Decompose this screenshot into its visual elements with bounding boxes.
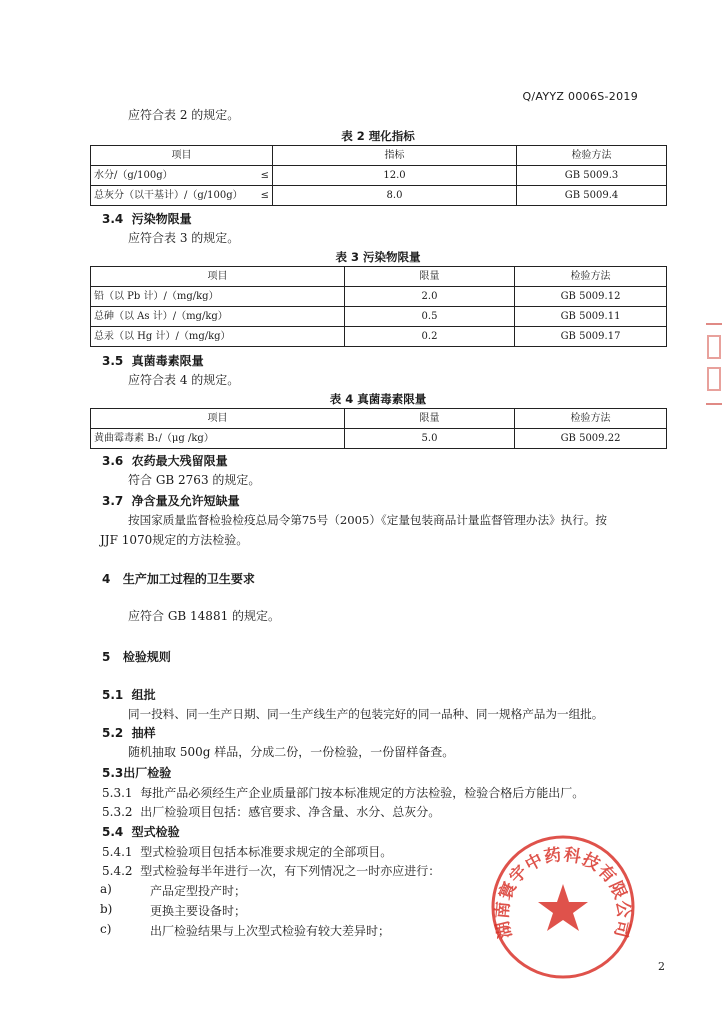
item-cell: 总汞（以 Hg 计）/（mg/kg）: [91, 327, 345, 347]
item-cell: 总砷（以 As 计）/（mg/kg）: [91, 307, 345, 327]
item-text: 型式检验项目包括本标准要求规定的全部项目。: [140, 845, 393, 859]
section-number: 5.2: [102, 726, 124, 740]
section-5-2-heading: [102, 724, 156, 741]
method-cell: GB 5009.17: [515, 327, 667, 347]
item-cell: 黄曲霉毒素 B₁/（μg /kg）: [91, 429, 345, 449]
section-title: 抽样: [131, 726, 156, 740]
section-3-4-heading: [102, 210, 192, 227]
item-number: 5.4.2: [102, 864, 133, 878]
method-cell: GB 5009.22: [515, 429, 667, 449]
section-number: 3.7: [102, 494, 124, 508]
table-row: [91, 166, 667, 186]
section-title: 净含量及允许短缺量: [131, 494, 240, 508]
header-cell: 限量: [345, 267, 515, 287]
le-symbol: ≤: [260, 170, 269, 181]
section-3-4-text: 应符合表 3 的规定。: [128, 231, 240, 245]
header-cell: 项目: [91, 146, 273, 166]
table-row: [91, 307, 667, 327]
header-cell: 检验方法: [515, 409, 667, 429]
section-5-1-heading: [102, 686, 156, 703]
section-5-1-text: 同一投料、同一生产日期、同一生产线生产的包装完好的同一品种、同一规格产品为一组批。: [128, 707, 604, 721]
section-5-4-2: [102, 862, 440, 879]
item-number: 5.3.1: [102, 786, 133, 800]
method-cell: GB 5009.12: [515, 287, 667, 307]
table3: [90, 266, 667, 347]
item-text: 每批产品必须经生产企业质量部门按本标准规定的方法检验，检验合格后方能出厂。: [140, 786, 585, 800]
list-mark: c): [100, 922, 112, 936]
section-3-6-heading: [102, 452, 228, 469]
section-3-6-text: 符合 GB 2763 的规定。: [128, 473, 261, 487]
header-cell: 限量: [345, 409, 515, 429]
section-3-5-heading: [102, 352, 204, 369]
table3-caption: 表 3 污染物限量: [335, 250, 421, 264]
section-number: 5.1: [102, 688, 124, 702]
section-title: 组批: [131, 688, 156, 702]
item-cell: 铅（以 Pb 计）/（mg/kg）: [91, 287, 345, 307]
value-cell: 12.0: [273, 166, 517, 186]
section-5-3-1: [102, 784, 584, 801]
list-item: 产品定型投产时；: [150, 884, 247, 898]
item-cell: [91, 186, 273, 206]
le-symbol: ≤: [260, 190, 269, 201]
section-3-7-text-line2: JJF 1070规定的方法检验。: [100, 533, 249, 547]
side-seal-fragment-icon: [704, 320, 724, 410]
section-title: 真菌毒素限量: [131, 354, 204, 368]
table-row: [91, 327, 667, 347]
method-cell: GB 5009.11: [515, 307, 667, 327]
section-number: 3.5: [102, 354, 124, 368]
intro-text: 应符合表 2 的规定。: [128, 108, 240, 122]
header-cell: 项目: [91, 267, 345, 287]
table-row: [91, 429, 667, 449]
table4: [90, 408, 667, 449]
section-3-7-text-line1: 按国家质量监督检验检疫总局令第75号（2005）《定量包装商品计量监督管理办法》执行。按: [128, 513, 608, 527]
header-cell: 检验方法: [515, 267, 667, 287]
section-title: 检验规则: [122, 650, 171, 664]
value-cell: 5.0: [345, 429, 515, 449]
header-cell: 项目: [91, 409, 345, 429]
section-5-4-heading: [102, 823, 180, 840]
section-title: 型式检验: [131, 825, 180, 839]
table4-caption: 表 4 真菌毒素限量: [329, 392, 427, 406]
section-3-7-heading: [102, 492, 240, 509]
item-number: 5.3.2: [102, 805, 133, 819]
section-title: 农药最大残留限量: [131, 454, 228, 468]
table2-caption: 表 2 理化指标: [341, 129, 415, 143]
section-number: 5: [102, 650, 111, 664]
list-mark: b): [100, 902, 113, 916]
item-text: 出厂检验项目包括：感官要求、净含量、水分、总灰分。: [140, 805, 441, 819]
header-cell: 检验方法: [517, 146, 667, 166]
section-5-3-heading: [102, 764, 171, 781]
list-item: 更换主要设备时；: [150, 904, 247, 918]
table-row: [91, 287, 667, 307]
seal-text: 湖南寰宇中药科技有限公司: [492, 844, 634, 941]
section-4-text: 应符合 GB 14881 的规定。: [128, 609, 281, 623]
section-number: 3.6: [102, 454, 124, 468]
section-number: 5.4: [102, 825, 124, 839]
section-5-4-1: [102, 843, 392, 860]
section-number: 5.3: [102, 766, 124, 780]
section-title: 生产加工过程的卫生要求: [122, 572, 255, 586]
value-cell: 2.0: [345, 287, 515, 307]
list-item: 出厂检验结果与上次型式检验有较大差异时；: [150, 924, 391, 938]
section-5-3-2: [102, 803, 440, 820]
value-cell: 0.2: [345, 327, 515, 347]
item-label: 水分/（g/100g）: [94, 170, 173, 181]
item-label: 总灰分（以干基计）/（g/100g）: [94, 190, 243, 201]
table2: [90, 145, 667, 206]
section-5-2-text: 随机抽取 500g 样品，分成二份，一份检验，一份留样备查。: [128, 745, 455, 759]
section-3-5-text: 应符合表 4 的规定。: [128, 373, 240, 387]
section-5-heading: [102, 648, 171, 665]
list-mark: a): [100, 882, 112, 896]
page-number: 2: [658, 960, 665, 973]
table-header-row: [91, 409, 667, 429]
document-code: Q/AYYZ 0006S-2019: [522, 90, 638, 103]
table-header-row: [91, 146, 667, 166]
table-row: [91, 186, 667, 206]
method-cell: GB 5009.4: [517, 186, 667, 206]
table-header-row: [91, 267, 667, 287]
company-seal-icon: [488, 832, 638, 982]
section-number: 4: [102, 572, 111, 586]
value-cell: 8.0: [273, 186, 517, 206]
header-cell: 指标: [273, 146, 517, 166]
method-cell: GB 5009.3: [517, 166, 667, 186]
value-cell: 0.5: [345, 307, 515, 327]
section-number: 3.4: [102, 212, 124, 226]
item-text: 型式检验每半年进行一次，有下列情况之一时亦应进行：: [140, 864, 441, 878]
section-title: 出厂检验: [123, 766, 172, 780]
section-4-heading: [102, 570, 255, 587]
section-title: 污染物限量: [131, 212, 192, 226]
item-cell: [91, 166, 273, 186]
item-number: 5.4.1: [102, 845, 133, 859]
